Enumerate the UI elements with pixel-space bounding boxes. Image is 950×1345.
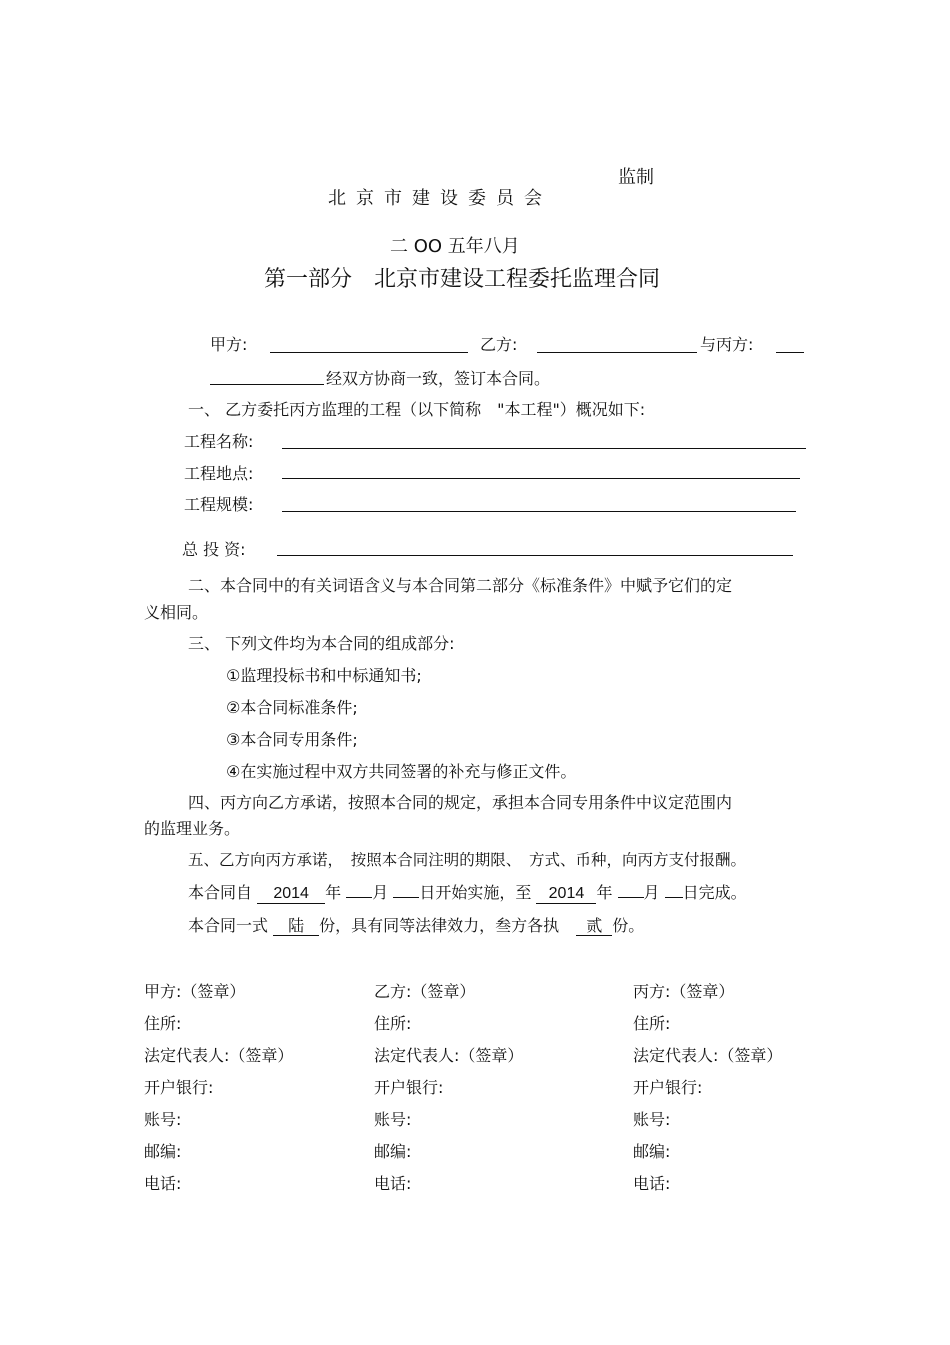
signature-bank: 开户银行: <box>633 1078 703 1097</box>
copies-prefix: 本合同一式 <box>188 916 269 935</box>
signature-party: 甲方:（签章） <box>144 982 246 1001</box>
start-year-field: 2014 <box>257 885 325 904</box>
end-day-field <box>665 897 683 898</box>
end-year-field: 2014 <box>536 885 596 904</box>
section-3-heading: 三、 下列文件均为本合同的组成部分: <box>188 634 455 653</box>
project-scale-blank <box>282 511 796 512</box>
signature-phone: 电话: <box>374 1174 412 1193</box>
project-name-label: 工程名称: <box>184 432 254 451</box>
signature-representative: 法定代表人:（签章） <box>144 1046 294 1065</box>
investment-blank <box>277 555 793 556</box>
supervise-label: 监制 <box>618 167 654 188</box>
signature-address: 住所: <box>633 1014 671 1033</box>
start-day-field <box>393 897 419 898</box>
section-1-heading: 一、 乙方委托丙方监理的工程（以下简称 "本工程"）概况如下: <box>188 400 646 419</box>
signature-party-b <box>374 976 523 1200</box>
start-month-field <box>346 897 372 898</box>
project-scale-label: 工程规模: <box>184 495 254 514</box>
signature-bank: 开户银行: <box>144 1078 214 1097</box>
signature-zip: 邮编: <box>144 1142 182 1161</box>
signature-zip: 邮编: <box>374 1142 412 1161</box>
issue-date: 二 OO 五年八月 <box>390 236 520 257</box>
project-location-blank <box>282 478 800 479</box>
project-name-blank <box>282 448 806 449</box>
party-a-blank <box>270 352 468 353</box>
signature-party: 乙方:（签章） <box>374 982 476 1001</box>
year-label: 年 <box>596 883 613 902</box>
signature-representative: 法定代表人:（签章） <box>374 1046 524 1065</box>
signature-account: 账号: <box>144 1110 182 1129</box>
end-month-field <box>618 897 644 898</box>
party-b-label: 乙方: <box>480 335 518 354</box>
section-3-item: ④在实施过程中双方共同签署的补充与修正文件。 <box>226 762 577 781</box>
section-3-item: ③本合同专用条件; <box>226 730 358 749</box>
section-2-line-2: 义相同。 <box>144 603 209 622</box>
copies-suffix: 份。 <box>612 916 645 935</box>
party-b-blank <box>537 352 697 353</box>
month-label: 月 <box>643 883 660 902</box>
end-suffix: 日完成。 <box>682 883 747 902</box>
signature-phone: 电话: <box>633 1174 671 1193</box>
copies-mid: 份，具有同等法律效力，叁方各执 <box>319 916 560 935</box>
signature-party-c <box>633 976 782 1200</box>
term-prefix: 本合同自 <box>188 883 253 902</box>
contract-term <box>188 880 747 904</box>
contract-copies <box>188 913 644 936</box>
month-label: 月 <box>372 883 389 902</box>
party-c-blank <box>776 352 804 353</box>
project-location-label: 工程地点: <box>184 464 254 483</box>
copies-each-field: 贰 <box>576 917 612 936</box>
section-3-item: ②本合同标准条件; <box>226 698 358 717</box>
year-label: 年 <box>325 883 342 902</box>
start-suffix: 日开始实施，至 <box>419 883 532 902</box>
document-title: 第一部分 北京市建设工程委托监理合同 <box>264 267 661 292</box>
section-4-line-2: 的监理业务。 <box>144 819 241 838</box>
signature-account: 账号: <box>374 1110 412 1129</box>
issuer-name: 北京市建设委员会 <box>328 188 552 209</box>
investment-label: 总 投 资: <box>182 540 246 559</box>
section-3-item: ①监理投标书和中标通知书; <box>226 666 422 685</box>
section-5-line: 五、乙方向丙方承诺， 按照本合同注明的期限、 方式、币种，向丙方支付报酬。 <box>188 851 747 869</box>
copies-total-field: 陆 <box>273 917 319 936</box>
signature-phone: 电话: <box>144 1174 182 1193</box>
signature-address: 住所: <box>144 1014 182 1033</box>
party-a-label: 甲方: <box>210 335 248 354</box>
agreement-text: 经双方协商一致，签订本合同。 <box>326 369 551 388</box>
party-c-label: 与丙方: <box>700 335 754 354</box>
party-c-blank-cont <box>210 384 324 385</box>
signature-address: 住所: <box>374 1014 412 1033</box>
signature-zip: 邮编: <box>633 1142 671 1161</box>
section-4-line-1: 四、丙方向乙方承诺，按照本合同的规定，承担本合同专用条件中议定范围内 <box>188 793 733 812</box>
signature-representative: 法定代表人:（签章） <box>633 1046 783 1065</box>
signature-account: 账号: <box>633 1110 671 1129</box>
section-2-line-1: 二、本合同中的有关词语含义与本合同第二部分《标准条件》中赋予它们的定 <box>188 576 733 595</box>
signature-bank: 开户银行: <box>374 1078 444 1097</box>
signature-party-a <box>144 976 293 1200</box>
signature-party: 丙方:（签章） <box>633 982 735 1001</box>
